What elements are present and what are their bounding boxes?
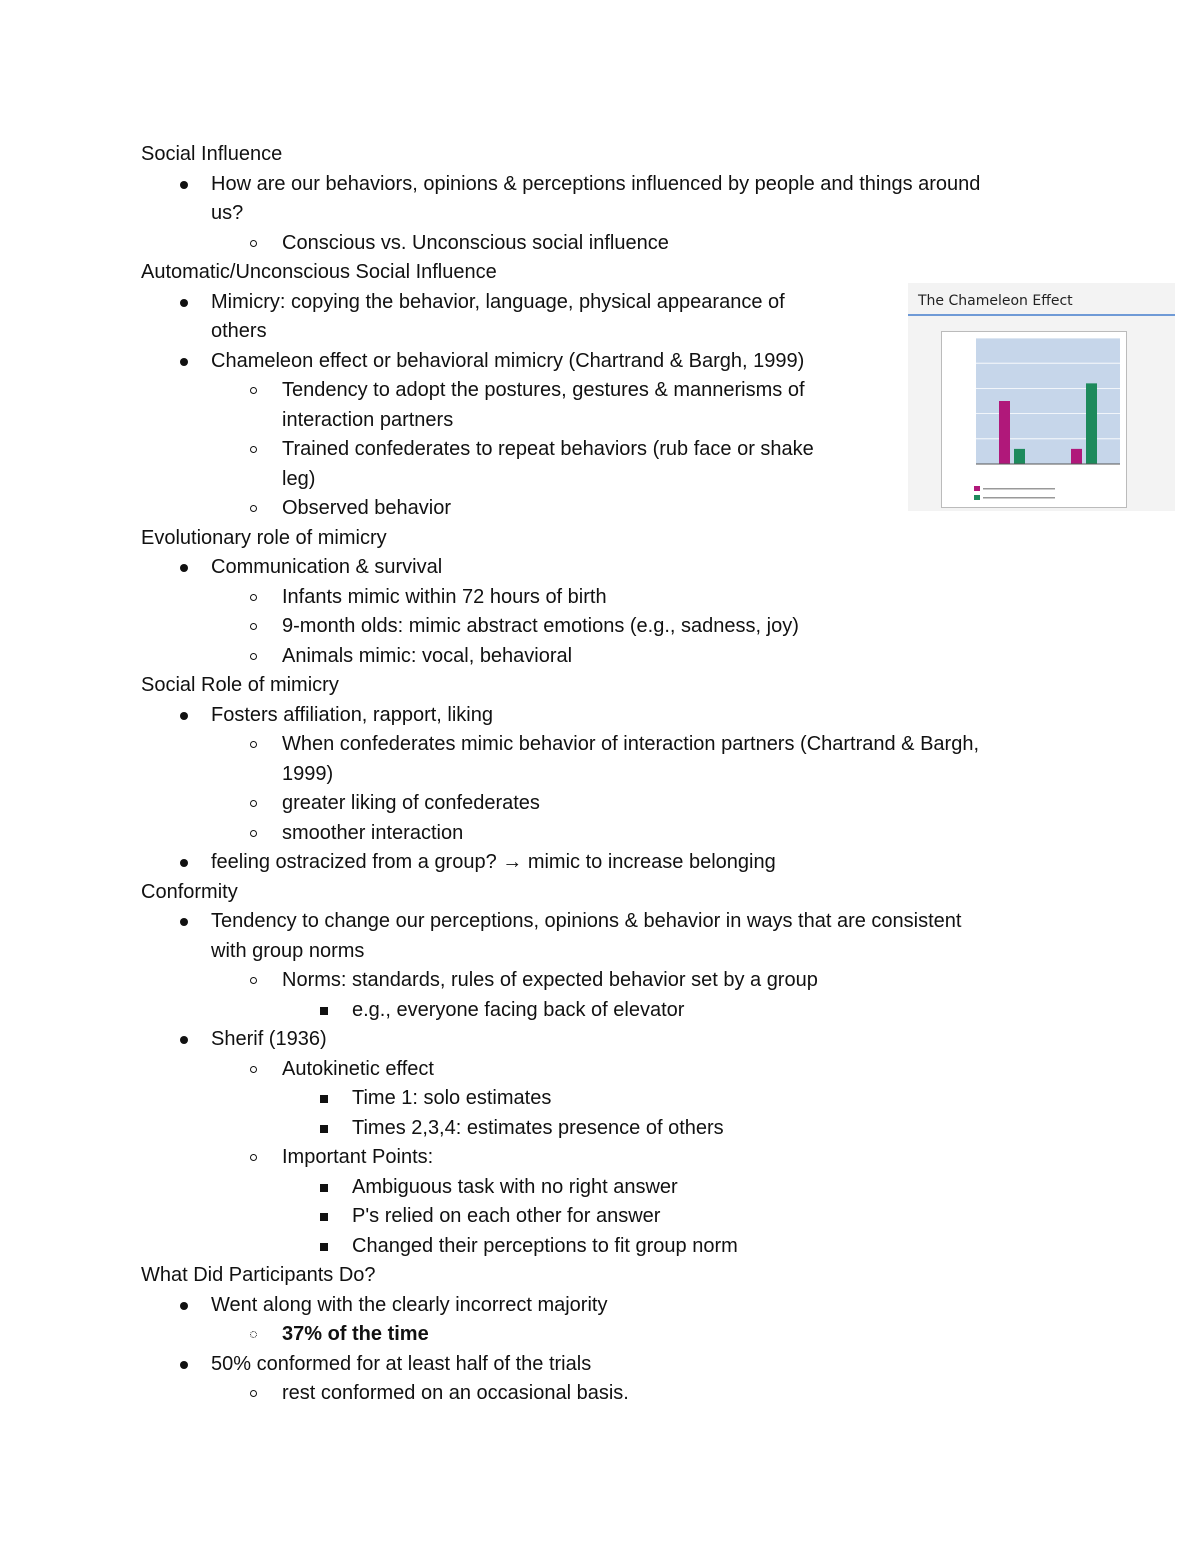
list-item-text: feeling ostracized from a group? → mimic to increase belonging <box>211 851 776 873</box>
bullet-square-icon <box>320 1184 328 1192</box>
bullet-ring-icon <box>250 1390 257 1397</box>
bullet-dot-icon <box>180 918 188 926</box>
bullet-dot-icon <box>180 299 188 307</box>
list-item-text: Animals mimic: vocal, behavioral <box>282 644 573 667</box>
section-heading: Evolutionary role of mimicry <box>141 526 387 549</box>
list-item-text: Autokinetic effect <box>282 1057 434 1080</box>
bar <box>999 401 1010 464</box>
bar <box>1014 449 1025 464</box>
bullet-square-icon <box>320 1243 328 1251</box>
bullet-dot-icon <box>180 181 188 189</box>
bullet-dot-icon <box>180 1361 188 1369</box>
bullet-ring-icon <box>250 977 257 984</box>
bullet-ring-icon <box>250 800 257 807</box>
list-item-text: others <box>211 320 267 342</box>
bar-chart <box>942 332 1126 507</box>
bullet-ring-icon <box>250 240 257 247</box>
list-item-text: smoother interaction <box>282 821 464 844</box>
list-item-text: us? <box>211 202 244 224</box>
list-item-text: Ambiguous task with no right answer <box>352 1175 678 1198</box>
bullet-ring-icon <box>250 830 257 837</box>
bullet-ring-icon <box>250 1154 257 1161</box>
list-item-text: Time 1: solo estimates <box>352 1087 552 1109</box>
bullet-square-icon <box>320 1213 328 1221</box>
section-heading: Social Role of mimicry <box>141 674 339 696</box>
bullet-ring-icon <box>250 1331 257 1338</box>
list-item-text: Changed their perceptions to fit group norm <box>352 1234 738 1257</box>
bullet-ring-icon <box>250 446 257 453</box>
figure-title: The Chameleon Effect <box>918 293 1073 309</box>
list-item-text: Communication & survival <box>211 556 443 578</box>
list-item-text: Norms: standards, rules of expected behavior set by a group <box>282 969 818 991</box>
bullet-dot-icon <box>180 1302 188 1310</box>
list-item-text: 1999) <box>282 762 334 785</box>
chameleon-effect-figure <box>908 283 1175 511</box>
section-heading: What Did Participants Do? <box>141 1264 376 1286</box>
list-item-text: When confederates mimic behavior of interaction partners (Chartrand & Bargh, <box>282 733 980 755</box>
list-item-text: Sherif (1936) <box>211 1028 327 1050</box>
bar <box>1071 449 1082 464</box>
bullet-dot-icon <box>180 712 188 720</box>
bullet-ring-icon <box>250 623 257 630</box>
list-item-text: Fosters affiliation, rapport, liking <box>211 703 493 726</box>
bullet-square-icon <box>320 1125 328 1133</box>
list-item-text: 9-month olds: mimic abstract emotions (e.g., sadness, joy) <box>282 615 799 637</box>
list-item-text: Times 2,3,4: estimates presence of others <box>352 1116 724 1139</box>
list-item-text: interaction partners <box>282 408 454 431</box>
bullet-square-icon <box>320 1007 328 1015</box>
legend-swatch <box>974 495 980 500</box>
list-item-text: Tendency to change our perceptions, opinions & behavior in ways that are consistent <box>211 910 962 932</box>
bar <box>1086 383 1097 464</box>
bullet-square-icon <box>320 1095 328 1103</box>
list-item-text: leg) <box>282 467 316 490</box>
list-item-text: Trained confederates to repeat behaviors (rub face or shake <box>282 438 814 460</box>
legend-swatch <box>974 486 980 491</box>
bullet-ring-icon <box>250 387 257 394</box>
bullet-ring-icon <box>250 741 257 748</box>
section-heading: Social Influence <box>141 143 283 165</box>
legend-label-placeholder <box>983 497 1055 499</box>
list-item-text: P's relied on each other for answer <box>352 1205 661 1227</box>
plot-area <box>976 338 1120 464</box>
list-item-text: rest conformed on an occasional basis. <box>282 1382 629 1404</box>
legend-label-placeholder <box>983 488 1055 490</box>
bullet-ring-icon <box>250 594 257 601</box>
chart-card <box>941 331 1127 508</box>
list-item-text: 37% of the time <box>282 1323 429 1345</box>
bullet-dot-icon <box>180 358 188 366</box>
list-item-text: 50% conformed for at least half of the trials <box>211 1352 592 1375</box>
section-heading: Conformity <box>141 880 238 903</box>
list-item-text: Observed behavior <box>282 497 451 519</box>
bullet-ring-icon <box>250 653 257 660</box>
bullet-dot-icon <box>180 1036 188 1044</box>
list-item-text: greater liking of confederates <box>282 792 540 814</box>
bullet-dot-icon <box>180 859 188 867</box>
list-item-text: Tendency to adopt the postures, gestures & mannerisms of <box>282 379 805 401</box>
list-item-text: Infants mimic within 72 hours of birth <box>282 585 607 608</box>
list-item-text: Went along with the clearly incorrect majority <box>211 1293 608 1316</box>
list-item-text: Mimicry: copying the behavior, language, physical appearance of <box>211 290 785 313</box>
list-item-text: with group norms <box>211 939 365 962</box>
list-item-text: Chameleon effect or behavioral mimicry (Chartrand & Bargh, 1999) <box>211 349 805 372</box>
list-item-text: Important Points: <box>282 1146 434 1168</box>
section-heading: Automatic/Unconscious Social Influence <box>141 261 497 283</box>
list-item-text: How are our behaviors, opinions & perceptions influenced by people and things around <box>211 172 981 195</box>
list-item-text: Conscious vs. Unconscious social influence <box>282 231 669 254</box>
figure-title-underline <box>908 314 1175 316</box>
bullet-dot-icon <box>180 564 188 572</box>
list-item-text: e.g., everyone facing back of elevator <box>352 998 685 1021</box>
bullet-ring-icon <box>250 1066 257 1073</box>
bullet-ring-icon <box>250 505 257 512</box>
